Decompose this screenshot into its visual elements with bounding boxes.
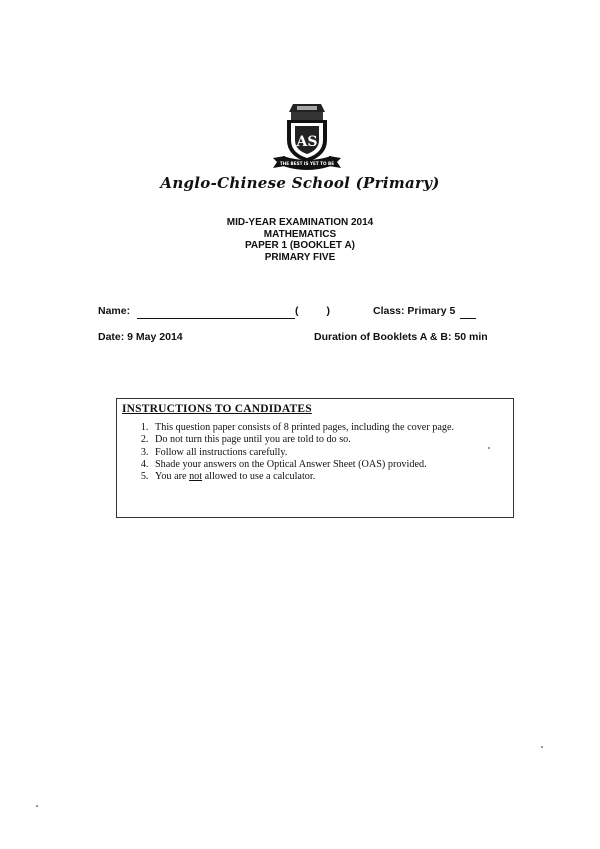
- instructions-box: [116, 398, 514, 518]
- exam-paper: PAPER 1 (BOOKLET A): [244, 240, 355, 251]
- exam-level: PRIMARY FIVE: [264, 251, 336, 263]
- name-field[interactable]: [137, 306, 295, 319]
- index-number-field[interactable]: [295, 305, 330, 317]
- scan-speck: [488, 447, 490, 449]
- name-row: [98, 305, 295, 319]
- bracket-close: ): [326, 305, 330, 317]
- instructions-list: [135, 422, 454, 483]
- class-label: Class: Primary 5: [373, 305, 456, 317]
- bracket-open: (: [295, 305, 299, 317]
- instruction-item: 1. This question paper consists of 8 printed pages, including the cover page.: [151, 422, 454, 434]
- crest-motto: THE BEST IS YET TO BE: [279, 161, 335, 166]
- class-row: [373, 305, 476, 319]
- crest-letters: AS: [296, 134, 318, 150]
- exam-duration: Duration of Booklets A & B: 50 min: [314, 331, 488, 343]
- scan-speck: [541, 746, 543, 748]
- exam-subject: MATHEMATICS: [263, 228, 337, 240]
- exam-title-block: [0, 217, 600, 263]
- instruction-text: You are: [155, 471, 190, 483]
- name-label: Name:: [98, 305, 131, 317]
- instructions-heading: INSTRUCTIONS TO CANDIDATES: [122, 403, 312, 415]
- instruction-item: 3. Follow all instructions carefully.: [151, 447, 454, 459]
- school-crest-icon: [271, 100, 343, 172]
- instruction-text: allowed to use a calculator.: [202, 471, 316, 483]
- instruction-item: [151, 471, 454, 483]
- instruction-item: 4. Shade your answers on the Optical Answer Sheet (OAS) provided.: [151, 459, 454, 471]
- school-name: Anglo-Chinese School (Primary): [160, 174, 440, 192]
- class-field[interactable]: [460, 306, 476, 319]
- instruction-item: 2. Do not turn this page until you are told to do so.: [151, 434, 454, 446]
- exam-date: Date: 9 May 2014: [98, 331, 183, 343]
- exam-title: MID-YEAR EXAMINATION 2014: [226, 217, 374, 228]
- instruction-emphasis: not: [189, 471, 203, 483]
- scan-speck: [36, 805, 38, 807]
